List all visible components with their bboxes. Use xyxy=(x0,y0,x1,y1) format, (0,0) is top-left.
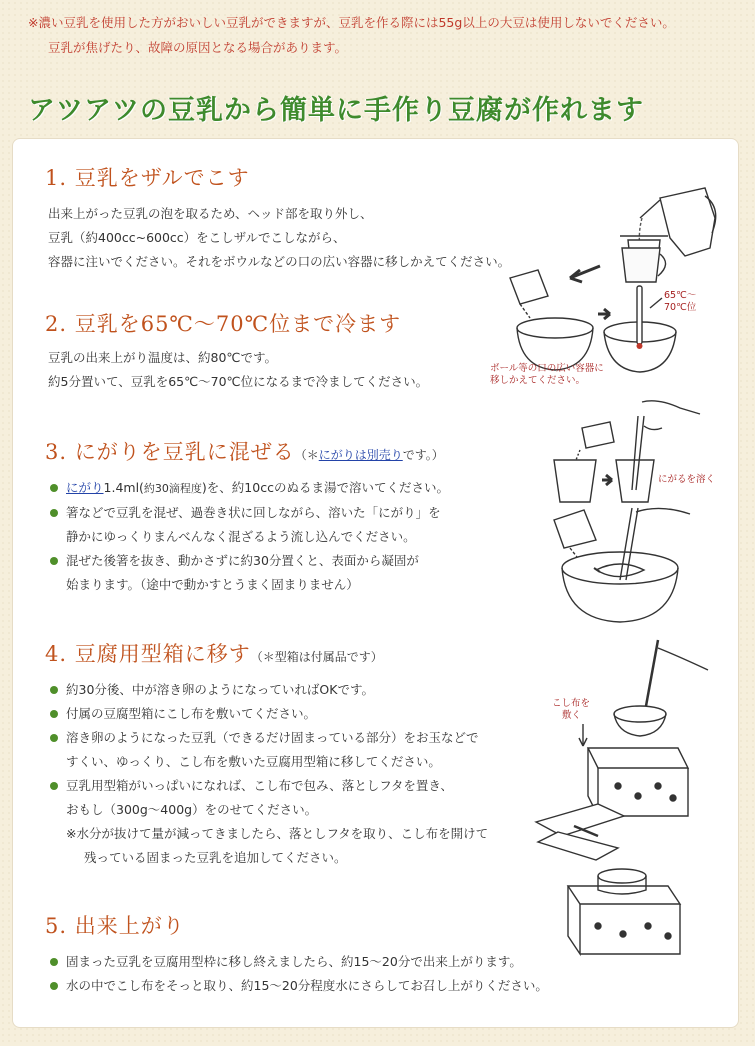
bowl-caption-1: ボール等の口の広い容器に xyxy=(490,363,604,374)
section-2-title: 2. 豆乳を65℃～70℃位まで冷ます xyxy=(45,312,402,336)
section-2-line: 約5分置いて、豆乳を65℃～70℃位になるまで冷ましてください。 xyxy=(48,374,429,389)
section-4-title xyxy=(45,638,383,668)
bullet-icon xyxy=(50,484,58,492)
tofu-box-illustration xyxy=(528,636,728,964)
bullet-icon xyxy=(50,782,58,790)
bullet-icon xyxy=(50,958,58,966)
list-item-continued: おもし（300g～400g）をのせてください。 xyxy=(66,802,318,817)
text: 豆乳用型箱がいっぱいになれば、こし布で包み、落としフタを置き、 xyxy=(66,778,453,793)
text: 付属の豆腐型箱にこし布を敷いてください。 xyxy=(66,706,317,721)
section-4-list xyxy=(50,678,488,870)
nigari-link[interactable]: にがり xyxy=(66,480,104,495)
bowl-caption-2: 移しかえてください。 xyxy=(490,375,586,386)
note-open: （＊ xyxy=(294,448,319,462)
text: 約30分後、中が溶き卵のようになっていればOKです。 xyxy=(66,682,374,697)
bullet-icon xyxy=(50,686,58,694)
section-4-title-text: 4. 豆腐用型箱に移す xyxy=(45,642,251,666)
notice-line-2: 豆乳が焦げたり、故障の原因となる場合があります。 xyxy=(48,40,348,55)
bullet-icon xyxy=(50,557,58,565)
text: 1.4ml( xyxy=(103,480,144,495)
section-1-line: 容器に注いでください。それをボウルなどの口の広い容器に移しかえてください。 xyxy=(48,254,511,269)
list-item xyxy=(50,501,449,525)
list-item xyxy=(50,950,548,974)
note-close: です。） xyxy=(402,448,444,462)
section-5-list xyxy=(50,950,548,998)
section-1-line: 出来上がった豆乳の泡を取るため、ヘッド部を取り外し、 xyxy=(48,206,373,221)
cloth-label-2: 敷く xyxy=(562,710,582,721)
section-3-note xyxy=(295,448,444,462)
text: 混ぜた後箸を抜き、動かさずに約30分置くと、表面から凝固が xyxy=(66,553,419,568)
text: 溶き卵のようになった豆乳（できるだけ固まっている部分）をお玉などで xyxy=(66,730,479,745)
section-3-list xyxy=(50,476,449,597)
cloth-label-1: こし布を xyxy=(552,698,591,709)
list-note-continued: 残っている固まった豆乳を追加してください。 xyxy=(84,850,347,865)
bullet-icon xyxy=(50,509,58,517)
list-item xyxy=(50,974,548,998)
page-title: アツアツの豆乳から簡単に手作り豆腐が作れます xyxy=(28,95,644,126)
bullet-icon xyxy=(50,710,58,718)
list-item xyxy=(50,774,488,798)
list-item xyxy=(50,549,449,573)
section-1-line: 豆乳（約400cc~600cc）をこしザルでこしながら、 xyxy=(48,230,346,245)
list-item xyxy=(50,678,488,702)
text: )を、約10ccのぬるま湯で溶いてください。 xyxy=(201,480,449,495)
list-item-continued: すくい、ゆっくり、こし布を敷いた豆腐用型箱に移してください。 xyxy=(66,754,441,769)
list-item xyxy=(50,726,488,750)
list-item xyxy=(50,476,449,501)
section-1-title: 1. 豆乳をザルでこす xyxy=(45,166,250,190)
nigari-label: にがるを溶く xyxy=(658,474,716,485)
section-2-text xyxy=(48,346,428,394)
pour-and-cool-illustration xyxy=(490,178,730,400)
section-3-title xyxy=(45,436,444,466)
temp-label-2: 70℃位 xyxy=(664,302,697,313)
list-item-continued: 始まります。（途中で動かすとうまく固まりません） xyxy=(66,577,359,592)
section-3-title-text: 3. にがりを豆乳に混ぜる xyxy=(45,440,295,464)
list-item xyxy=(50,702,488,726)
nigari-mixing-illustration xyxy=(540,398,730,626)
section-4-note: （＊型箱は付属品です） xyxy=(250,650,383,664)
nigari-sold-separately-link[interactable]: にがりは別売り xyxy=(318,448,403,462)
notice xyxy=(28,10,743,60)
section-1-text xyxy=(48,202,510,274)
section-2-line: 豆乳の出来上がり温度は、約80℃です。 xyxy=(48,350,277,365)
notice-line-1: ※濃い豆乳を使用した方がおいしい豆乳ができますが、豆乳を作る際には55g以上の大豆は使用しないでください。 xyxy=(28,15,675,30)
bullet-icon xyxy=(50,982,58,990)
list-item-continued: 静かにゆっくりまんべんなく混ざるよう流し込んでください。 xyxy=(66,529,416,544)
section-5-title: 5. 出来上がり xyxy=(45,914,185,938)
text: 固まった豆乳を豆腐用型枠に移し終えましたら、約15～20分で出来上がります。 xyxy=(66,954,522,969)
bullet-icon xyxy=(50,734,58,742)
temp-label-1: 65℃～ xyxy=(664,290,697,301)
list-note: ※水分が抜けて量が減ってきましたら、落としフタを取り、こし布を開けて xyxy=(66,826,489,841)
text: 箸などで豆乳を混ぜ、過巻き状に回しながら、溶いた「にがり」を xyxy=(66,505,441,520)
text: 水の中でこし布をそっと取り、約15～20分程度水にさらしてお召し上がりください。 xyxy=(66,978,548,993)
text: 約30滴程度 xyxy=(143,482,202,495)
